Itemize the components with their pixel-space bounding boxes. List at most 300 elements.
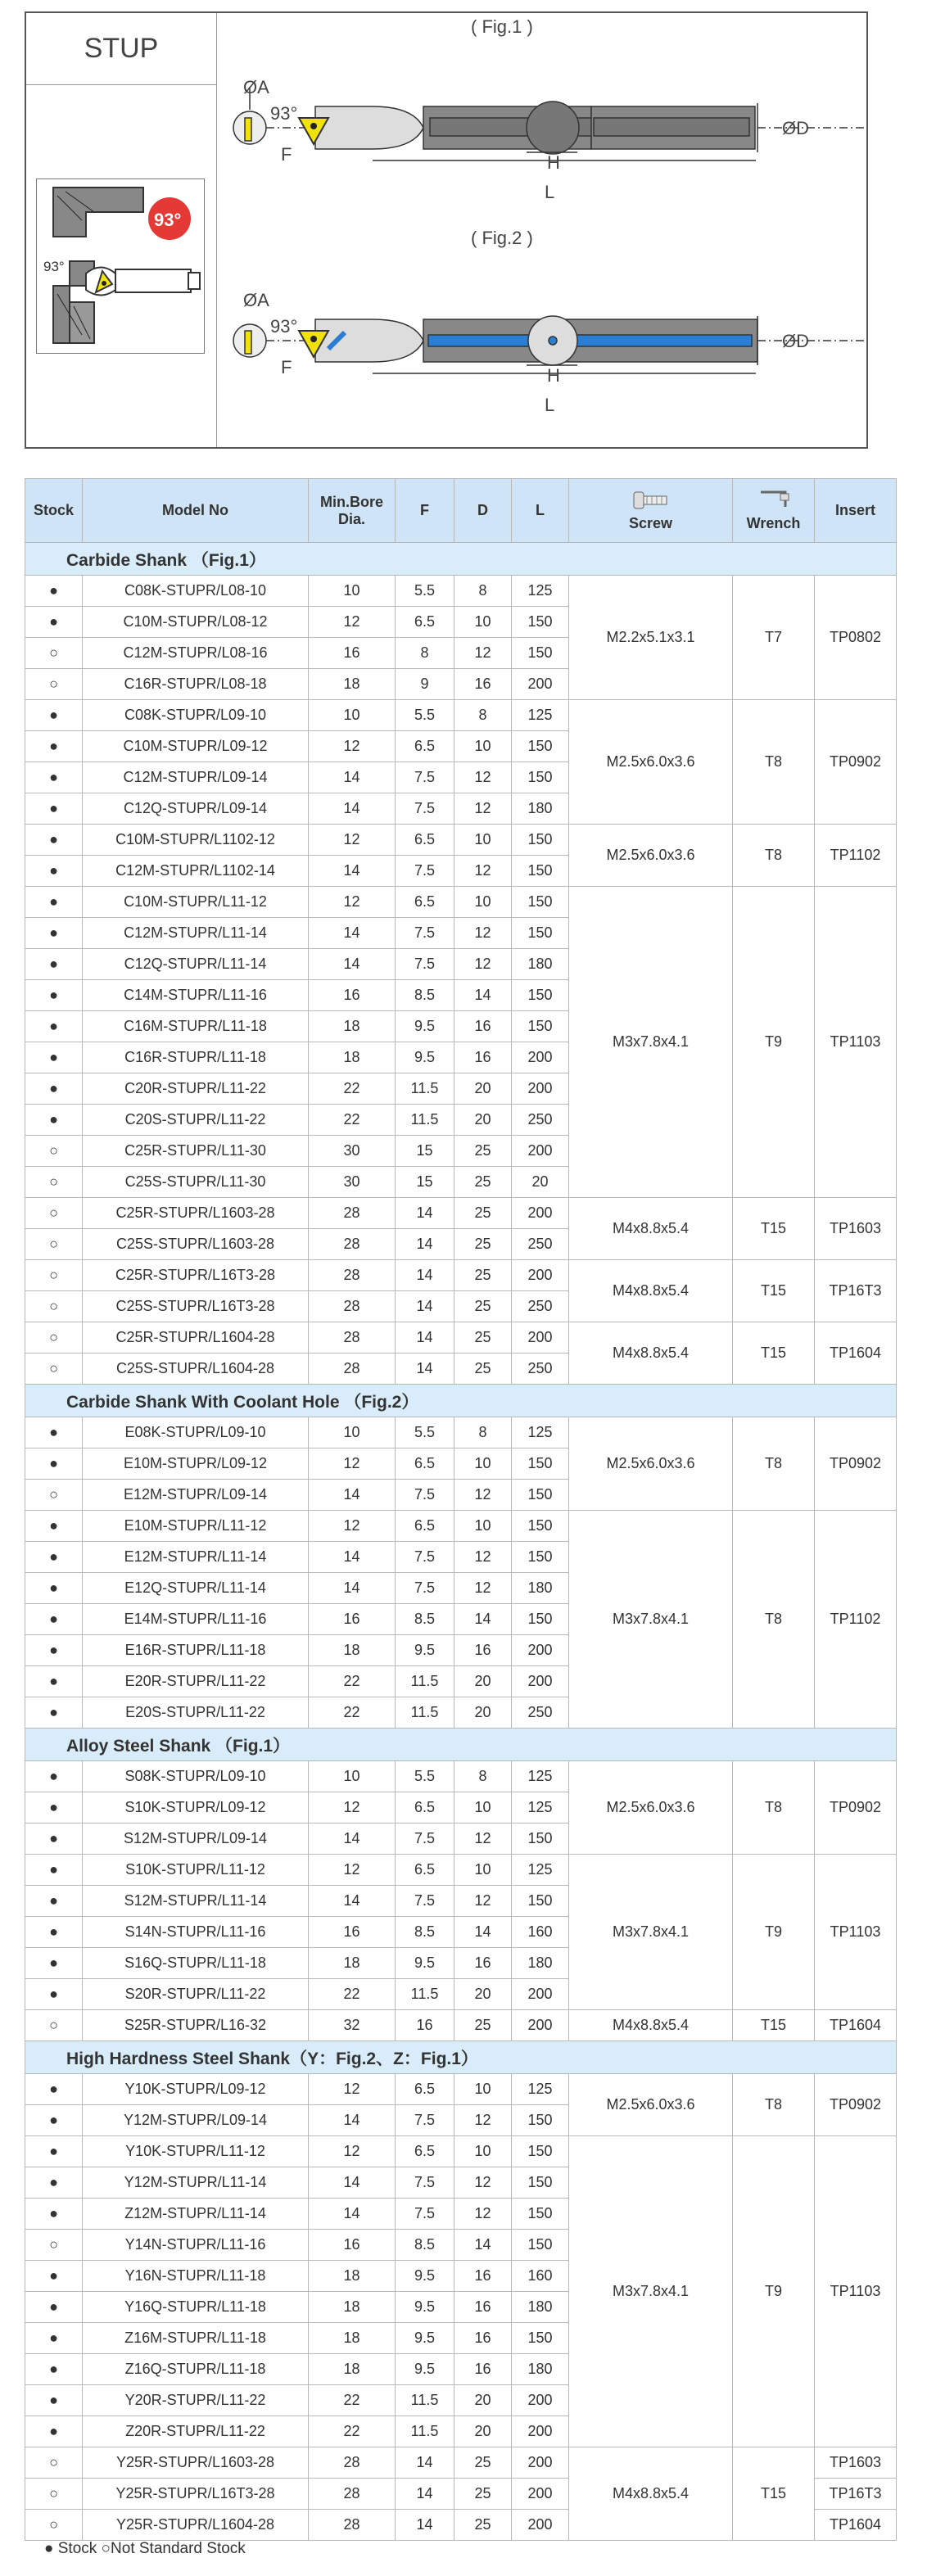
insert-cell: TP1103 xyxy=(815,2136,897,2447)
stock-cell: ○ xyxy=(25,1136,83,1167)
d-cell: 12 xyxy=(454,856,512,887)
l-cell: 20 xyxy=(512,1167,569,1198)
wrench-icon xyxy=(757,489,790,512)
bore-cell: 16 xyxy=(309,1604,396,1635)
f-cell: 7.5 xyxy=(396,1573,454,1604)
screw-icon xyxy=(632,489,670,512)
model-cell: S10K-STUPR/L09-12 xyxy=(83,1792,309,1824)
screw-cell: M3x7.8x4.1 xyxy=(569,1511,733,1729)
d-cell: 12 xyxy=(454,1573,512,1604)
l-cell: 150 xyxy=(512,980,569,1011)
wrench-cell: T9 xyxy=(733,1855,815,2010)
insert-cell: TP1102 xyxy=(815,825,897,887)
d-cell: 25 xyxy=(454,1167,512,1198)
f-cell: 11.5 xyxy=(396,2416,454,2447)
product-header-panel xyxy=(25,11,868,449)
fig2-dim-f: F xyxy=(281,357,292,377)
bore-cell: 14 xyxy=(309,2199,396,2230)
model-cell: Z12M-STUPR/L11-14 xyxy=(83,2199,309,2230)
stock-cell: ○ xyxy=(25,1322,83,1354)
stock-cell: ● xyxy=(25,762,83,793)
stock-cell: ○ xyxy=(25,2479,83,2510)
section-title: Alloy Steel Shank （Fig.1） xyxy=(25,1729,897,1761)
f-cell: 8 xyxy=(396,638,454,669)
fig2-dim-d: ØD xyxy=(782,331,809,351)
bore-cell: 30 xyxy=(309,1136,396,1167)
wrench-cell: T9 xyxy=(733,2136,815,2447)
insert-cell: TP16T3 xyxy=(815,1260,897,1322)
d-cell: 16 xyxy=(454,1042,512,1073)
model-cell: Y16N-STUPR/L11-18 xyxy=(83,2261,309,2292)
bore-cell: 12 xyxy=(309,1511,396,1542)
screw-cell: M4x8.8x5.4 xyxy=(569,2447,733,2541)
l-cell: 200 xyxy=(512,1635,569,1666)
l-cell: 250 xyxy=(512,1229,569,1260)
d-cell: 14 xyxy=(454,2230,512,2261)
d-cell: 12 xyxy=(454,1824,512,1855)
l-cell: 150 xyxy=(512,887,569,918)
f-cell: 7.5 xyxy=(396,918,454,949)
f-cell: 14 xyxy=(396,2447,454,2479)
d-cell: 25 xyxy=(454,1260,512,1291)
model-cell: E12M-STUPR/L09-14 xyxy=(83,1480,309,1511)
f-cell: 14 xyxy=(396,1198,454,1229)
bore-cell: 18 xyxy=(309,2323,396,2354)
bore-cell: 32 xyxy=(309,2010,396,2041)
stock-cell: ● xyxy=(25,980,83,1011)
l-cell: 250 xyxy=(512,1105,569,1136)
screw-cell: M2.5x6.0x3.6 xyxy=(569,1417,733,1511)
l-cell: 150 xyxy=(512,1480,569,1511)
table-row xyxy=(25,825,897,856)
model-cell: Y25R-STUPR/L1603-28 xyxy=(83,2447,309,2479)
bore-cell: 14 xyxy=(309,1542,396,1573)
bore-cell: 18 xyxy=(309,2261,396,2292)
model-cell: C25R-STUPR/L16T3-28 xyxy=(83,1260,309,1291)
f-cell: 16 xyxy=(396,2010,454,2041)
l-cell: 180 xyxy=(512,2354,569,2385)
f-cell: 11.5 xyxy=(396,1073,454,1105)
f-cell: 7.5 xyxy=(396,1824,454,1855)
model-cell: C08K-STUPR/L09-10 xyxy=(83,700,309,731)
f-cell: 7.5 xyxy=(396,793,454,825)
model-cell: C25S-STUPR/L11-30 xyxy=(83,1167,309,1198)
fig2-angle: 93° xyxy=(270,316,298,337)
f-cell: 8.5 xyxy=(396,1917,454,1948)
model-cell: C25R-STUPR/L11-30 xyxy=(83,1136,309,1167)
screw-cell: M3x7.8x4.1 xyxy=(569,887,733,1198)
stock-cell: ● xyxy=(25,1448,83,1480)
col-l: L xyxy=(512,479,569,543)
section-row xyxy=(25,1729,897,1761)
bore-cell: 14 xyxy=(309,762,396,793)
l-cell: 125 xyxy=(512,700,569,731)
bore-cell: 14 xyxy=(309,1886,396,1917)
bore-cell: 22 xyxy=(309,2416,396,2447)
f-cell: 11.5 xyxy=(396,1666,454,1697)
l-cell: 125 xyxy=(512,576,569,607)
f-cell: 9.5 xyxy=(396,1011,454,1042)
stock-cell: ○ xyxy=(25,1229,83,1260)
bore-cell: 28 xyxy=(309,2479,396,2510)
l-cell: 180 xyxy=(512,1573,569,1604)
bore-cell: 28 xyxy=(309,1322,396,1354)
bore-cell: 18 xyxy=(309,669,396,700)
wrench-cell: T8 xyxy=(733,825,815,887)
figure-area xyxy=(217,13,868,447)
insert-cell: TP0902 xyxy=(815,700,897,825)
d-cell: 12 xyxy=(454,2199,512,2230)
l-cell: 150 xyxy=(512,1886,569,1917)
stock-cell: ● xyxy=(25,1792,83,1824)
d-cell: 14 xyxy=(454,1917,512,1948)
l-cell: 200 xyxy=(512,1322,569,1354)
col-stock: Stock xyxy=(25,479,83,543)
l-cell: 150 xyxy=(512,1604,569,1635)
d-cell: 25 xyxy=(454,1198,512,1229)
bore-cell: 10 xyxy=(309,1761,396,1792)
model-cell: Y25R-STUPR/L1604-28 xyxy=(83,2510,309,2541)
angle-badge: 93° xyxy=(154,210,182,230)
d-cell: 12 xyxy=(454,2105,512,2136)
insert-cell: TP1102 xyxy=(815,1511,897,1729)
insert-cell: TP16T3 xyxy=(815,2479,897,2510)
stock-cell: ● xyxy=(25,1886,83,1917)
wrench-cell: T8 xyxy=(733,1511,815,1729)
bore-cell: 14 xyxy=(309,918,396,949)
stock-cell: ● xyxy=(25,887,83,918)
f-cell: 8.5 xyxy=(396,1604,454,1635)
l-cell: 150 xyxy=(512,2167,569,2199)
d-cell: 16 xyxy=(454,1948,512,1979)
model-cell: E16R-STUPR/L11-18 xyxy=(83,1635,309,1666)
wrench-cell: T9 xyxy=(733,887,815,1198)
wrench-cell: T7 xyxy=(733,576,815,700)
model-cell: S14N-STUPR/L11-16 xyxy=(83,1917,309,1948)
l-cell: 150 xyxy=(512,607,569,638)
d-cell: 16 xyxy=(454,669,512,700)
bore-cell: 22 xyxy=(309,1697,396,1729)
l-cell: 200 xyxy=(512,669,569,700)
stock-cell: ● xyxy=(25,1542,83,1573)
screw-cell: M2.5x6.0x3.6 xyxy=(569,825,733,887)
f-cell: 11.5 xyxy=(396,2385,454,2416)
model-cell: C12Q-STUPR/L09-14 xyxy=(83,793,309,825)
f-cell: 8.5 xyxy=(396,2230,454,2261)
model-cell: C12Q-STUPR/L11-14 xyxy=(83,949,309,980)
stock-cell: ● xyxy=(25,825,83,856)
model-cell: E20R-STUPR/L11-22 xyxy=(83,1666,309,1697)
fig1-caption: ( Fig.1 ) xyxy=(471,16,533,37)
f-cell: 9.5 xyxy=(396,2354,454,2385)
d-cell: 25 xyxy=(454,1229,512,1260)
model-cell: C20R-STUPR/L11-22 xyxy=(83,1073,309,1105)
stock-cell: ● xyxy=(25,856,83,887)
f-cell: 9.5 xyxy=(396,1042,454,1073)
stock-cell: ● xyxy=(25,918,83,949)
wrench-cell: T8 xyxy=(733,1761,815,1855)
d-cell: 10 xyxy=(454,731,512,762)
d-cell: 10 xyxy=(454,2074,512,2105)
d-cell: 14 xyxy=(454,1604,512,1635)
f-cell: 14 xyxy=(396,2510,454,2541)
screw-cell: M4x8.8x5.4 xyxy=(569,1260,733,1322)
bore-cell: 16 xyxy=(309,638,396,669)
f-cell: 6.5 xyxy=(396,1792,454,1824)
section-title: Carbide Shank （Fig.1） xyxy=(25,543,897,576)
stock-cell: ● xyxy=(25,1073,83,1105)
d-cell: 8 xyxy=(454,576,512,607)
model-cell: C25S-STUPR/L1604-28 xyxy=(83,1354,309,1385)
model-cell: S12M-STUPR/L11-14 xyxy=(83,1886,309,1917)
l-cell: 200 xyxy=(512,1260,569,1291)
f-cell: 7.5 xyxy=(396,949,454,980)
l-cell: 160 xyxy=(512,2261,569,2292)
stock-cell: ○ xyxy=(25,2230,83,2261)
stock-cell: ○ xyxy=(25,2010,83,2041)
f-cell: 6.5 xyxy=(396,1511,454,1542)
d-cell: 8 xyxy=(454,1761,512,1792)
stock-cell: ● xyxy=(25,1105,83,1136)
f-cell: 14 xyxy=(396,1322,454,1354)
table-row xyxy=(25,1761,897,1792)
model-cell: Y16Q-STUPR/L11-18 xyxy=(83,2292,309,2323)
wrench-cell: T15 xyxy=(733,2447,815,2541)
table-row xyxy=(25,1260,897,1291)
stock-cell: ● xyxy=(25,2167,83,2199)
stock-cell: ● xyxy=(25,1824,83,1855)
d-cell: 10 xyxy=(454,607,512,638)
d-cell: 16 xyxy=(454,1011,512,1042)
d-cell: 25 xyxy=(454,1354,512,1385)
model-cell: Z16M-STUPR/L11-18 xyxy=(83,2323,309,2354)
model-cell: C16R-STUPR/L11-18 xyxy=(83,1042,309,1073)
d-cell: 25 xyxy=(454,2010,512,2041)
insert-cell: TP1604 xyxy=(815,2510,897,2541)
l-cell: 180 xyxy=(512,949,569,980)
fig2-dim-l: L xyxy=(545,395,555,415)
d-cell: 10 xyxy=(454,1855,512,1886)
f-cell: 6.5 xyxy=(396,731,454,762)
f-cell: 6.5 xyxy=(396,1448,454,1480)
wrench-cell: T8 xyxy=(733,1417,815,1511)
f-cell: 9.5 xyxy=(396,2261,454,2292)
d-cell: 20 xyxy=(454,1073,512,1105)
bore-cell: 22 xyxy=(309,1979,396,2010)
f-cell: 7.5 xyxy=(396,762,454,793)
bore-cell: 18 xyxy=(309,1042,396,1073)
model-cell: S08K-STUPR/L09-10 xyxy=(83,1761,309,1792)
l-cell: 125 xyxy=(512,1792,569,1824)
model-cell: S12M-STUPR/L09-14 xyxy=(83,1824,309,1855)
f-cell: 9.5 xyxy=(396,1948,454,1979)
model-cell: E10M-STUPR/L09-12 xyxy=(83,1448,309,1480)
model-cell: S25R-STUPR/L16-32 xyxy=(83,2010,309,2041)
stock-cell: ● xyxy=(25,1855,83,1886)
screw-cell: M2.2x5.1x3.1 xyxy=(569,576,733,700)
bore-cell: 14 xyxy=(309,1573,396,1604)
table-body xyxy=(25,543,897,2541)
l-cell: 200 xyxy=(512,1666,569,1697)
model-cell: C12M-STUPR/L09-14 xyxy=(83,762,309,793)
f-cell: 8.5 xyxy=(396,980,454,1011)
screw-cell: M2.5x6.0x3.6 xyxy=(569,2074,733,2136)
model-cell: Y20R-STUPR/L11-22 xyxy=(83,2385,309,2416)
l-cell: 180 xyxy=(512,793,569,825)
stock-cell: ● xyxy=(25,607,83,638)
bore-cell: 14 xyxy=(309,856,396,887)
l-cell: 250 xyxy=(512,1291,569,1322)
l-cell: 125 xyxy=(512,1417,569,1448)
table-row xyxy=(25,1198,897,1229)
stock-cell: ○ xyxy=(25,638,83,669)
section-row xyxy=(25,543,897,576)
section-row xyxy=(25,1385,897,1417)
model-cell: C10M-STUPR/L08-12 xyxy=(83,607,309,638)
model-cell: Y25R-STUPR/L16T3-28 xyxy=(83,2479,309,2510)
stock-cell: ○ xyxy=(25,2510,83,2541)
stock-cell: ● xyxy=(25,1573,83,1604)
l-cell: 150 xyxy=(512,825,569,856)
table-row xyxy=(25,2447,897,2479)
stock-cell: ● xyxy=(25,1635,83,1666)
f-cell: 6.5 xyxy=(396,1855,454,1886)
d-cell: 10 xyxy=(454,887,512,918)
f-cell: 6.5 xyxy=(396,2074,454,2105)
l-cell: 200 xyxy=(512,2416,569,2447)
insert-cell: TP0902 xyxy=(815,1761,897,1855)
fig1-drawing xyxy=(217,38,868,218)
model-cell: Y12M-STUPR/L09-14 xyxy=(83,2105,309,2136)
d-cell: 8 xyxy=(454,700,512,731)
table-row xyxy=(25,1855,897,1886)
l-cell: 250 xyxy=(512,1697,569,1729)
insert-cell: TP0902 xyxy=(815,2074,897,2136)
model-cell: C25R-STUPR/L1603-28 xyxy=(83,1198,309,1229)
bore-cell: 28 xyxy=(309,2510,396,2541)
screw-cell: M4x8.8x5.4 xyxy=(569,2010,733,2041)
stock-cell: ● xyxy=(25,2105,83,2136)
bore-cell: 12 xyxy=(309,887,396,918)
stock-cell: ● xyxy=(25,1417,83,1448)
l-cell: 200 xyxy=(512,1073,569,1105)
stock-cell: ● xyxy=(25,793,83,825)
stock-cell: ● xyxy=(25,576,83,607)
bore-cell: 16 xyxy=(309,1917,396,1948)
f-cell: 9.5 xyxy=(396,2323,454,2354)
bore-cell: 12 xyxy=(309,1448,396,1480)
stock-cell: ● xyxy=(25,1511,83,1542)
d-cell: 25 xyxy=(454,2447,512,2479)
f-cell: 5.5 xyxy=(396,1761,454,1792)
stock-cell: ● xyxy=(25,2136,83,2167)
model-cell: C25S-STUPR/L1603-28 xyxy=(83,1229,309,1260)
d-cell: 12 xyxy=(454,1886,512,1917)
fig1-dim-a: ØA xyxy=(243,77,269,97)
section-title: Carbide Shank With Coolant Hole （Fig.2） xyxy=(25,1385,897,1417)
stock-cell: ● xyxy=(25,1666,83,1697)
col-d: D xyxy=(454,479,512,543)
f-cell: 15 xyxy=(396,1136,454,1167)
fig1-dim-f: F xyxy=(281,144,292,165)
f-cell: 11.5 xyxy=(396,1979,454,2010)
model-cell: C12M-STUPR/L1102-14 xyxy=(83,856,309,887)
stock-cell: ● xyxy=(25,700,83,731)
stock-cell: ● xyxy=(25,2292,83,2323)
stock-cell: ● xyxy=(25,2385,83,2416)
l-cell: 150 xyxy=(512,2136,569,2167)
bore-cell: 18 xyxy=(309,1948,396,1979)
l-cell: 150 xyxy=(512,1542,569,1573)
f-cell: 9 xyxy=(396,669,454,700)
d-cell: 20 xyxy=(454,2385,512,2416)
model-cell: Y10K-STUPR/L09-12 xyxy=(83,2074,309,2105)
d-cell: 16 xyxy=(454,2292,512,2323)
screw-cell: M4x8.8x5.4 xyxy=(569,1322,733,1385)
l-cell: 150 xyxy=(512,2323,569,2354)
col-model-no: Model No xyxy=(83,479,309,543)
l-cell: 160 xyxy=(512,1917,569,1948)
bore-cell: 12 xyxy=(309,607,396,638)
l-cell: 150 xyxy=(512,2105,569,2136)
fig1-angle: 93° xyxy=(270,103,298,124)
f-cell: 5.5 xyxy=(396,700,454,731)
bore-cell: 12 xyxy=(309,731,396,762)
fig1-dim-l: L xyxy=(545,182,555,202)
screw-cell: M3x7.8x4.1 xyxy=(569,2136,733,2447)
wrench-cell: T15 xyxy=(733,2010,815,2041)
insert-cell: TP1604 xyxy=(815,1322,897,1385)
bore-cell: 12 xyxy=(309,2074,396,2105)
d-cell: 12 xyxy=(454,638,512,669)
stock-cell: ● xyxy=(25,1979,83,2010)
f-cell: 11.5 xyxy=(396,1105,454,1136)
bore-cell: 16 xyxy=(309,2230,396,2261)
d-cell: 12 xyxy=(454,949,512,980)
l-cell: 150 xyxy=(512,2230,569,2261)
f-cell: 7.5 xyxy=(396,1886,454,1917)
bore-cell: 12 xyxy=(309,1855,396,1886)
col-f: F xyxy=(396,479,454,543)
bore-cell: 22 xyxy=(309,1105,396,1136)
stock-cell: ○ xyxy=(25,1291,83,1322)
insert-cell: TP0902 xyxy=(815,1417,897,1511)
wrench-cell: T15 xyxy=(733,1198,815,1260)
stock-cell: ● xyxy=(25,2261,83,2292)
f-cell: 15 xyxy=(396,1167,454,1198)
f-cell: 6.5 xyxy=(396,607,454,638)
d-cell: 12 xyxy=(454,918,512,949)
stock-cell: ● xyxy=(25,2416,83,2447)
model-cell: E14M-STUPR/L11-16 xyxy=(83,1604,309,1635)
stock-cell: ○ xyxy=(25,1260,83,1291)
col-screw: Screw xyxy=(569,479,733,543)
d-cell: 20 xyxy=(454,2416,512,2447)
bore-cell: 22 xyxy=(309,1666,396,1697)
model-cell: Z16Q-STUPR/L11-18 xyxy=(83,2354,309,2385)
bore-cell: 18 xyxy=(309,2292,396,2323)
col-min-bore: Min.Bore Dia. xyxy=(309,479,396,543)
f-cell: 6.5 xyxy=(396,887,454,918)
l-cell: 125 xyxy=(512,2074,569,2105)
l-cell: 200 xyxy=(512,2510,569,2541)
wrench-cell: T15 xyxy=(733,1260,815,1322)
bore-cell: 10 xyxy=(309,1417,396,1448)
table-row xyxy=(25,1322,897,1354)
f-cell: 5.5 xyxy=(396,1417,454,1448)
insert-cell: TP1103 xyxy=(815,1855,897,2010)
stock-cell: ● xyxy=(25,731,83,762)
